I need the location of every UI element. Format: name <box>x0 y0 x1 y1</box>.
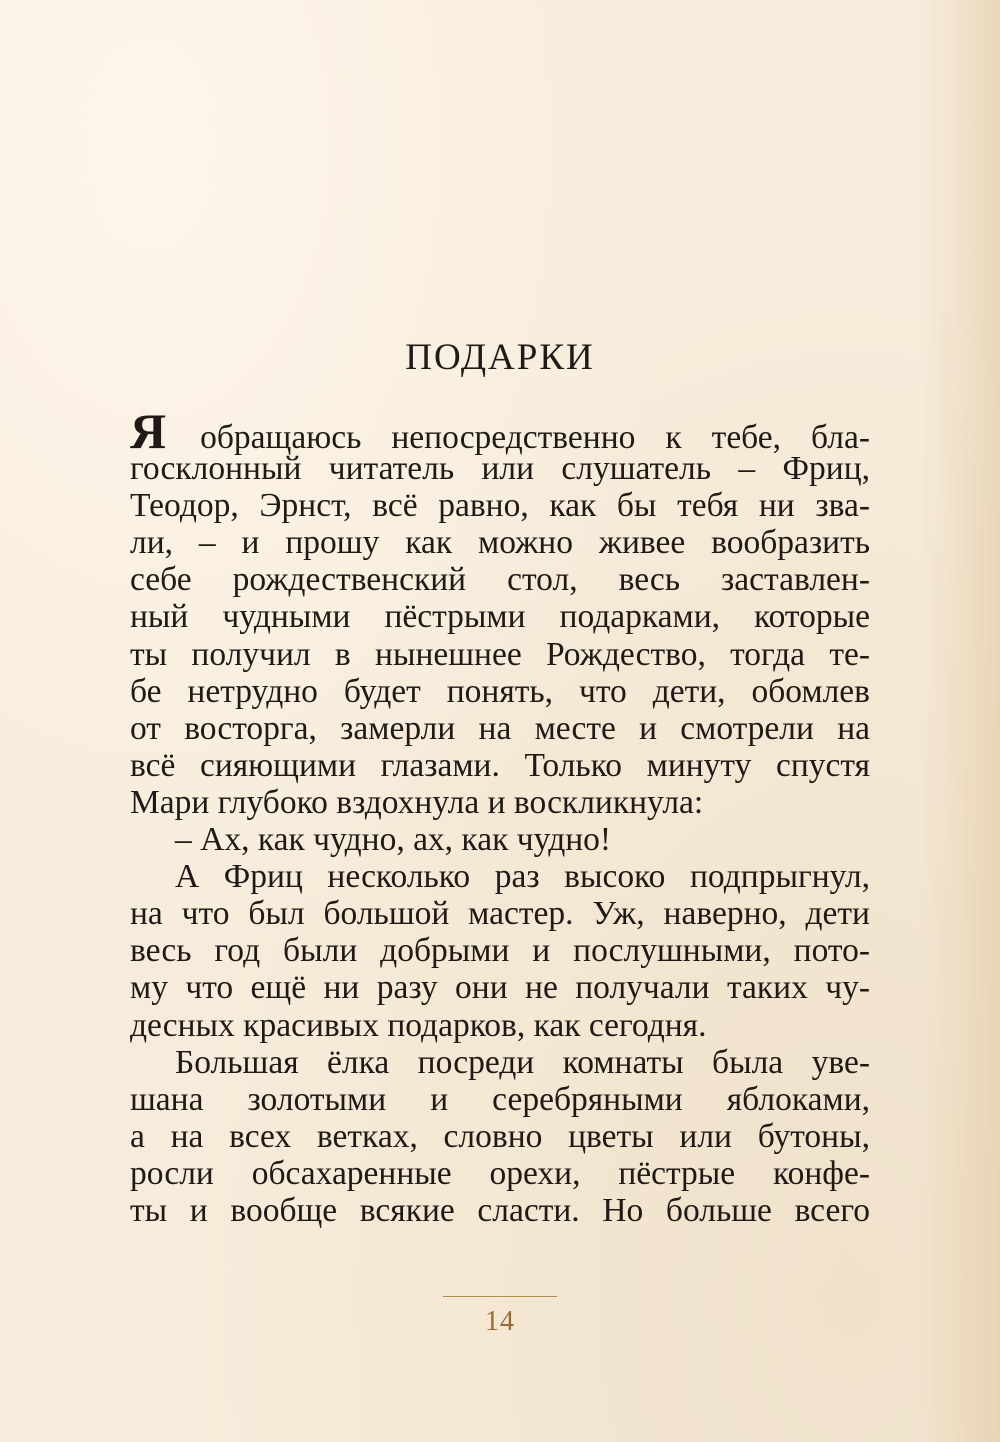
text-line: ты получил в нынешнее Рождество, тогда те- <box>130 635 870 673</box>
text-line: весь год были добрыми и послушными, пото- <box>130 932 870 970</box>
text-line: ный чудными пёстрыми подарками, которые <box>130 598 870 636</box>
text-line: ли, – и прошу как можно живее вообразить <box>130 524 870 562</box>
text-line: себе рождественский стол, весь заставлен- <box>130 561 870 599</box>
drop-cap: Я <box>130 403 167 459</box>
text-line: госклонный читатель или слушатель – Фриц, <box>130 450 870 488</box>
text-line: Теодор, Эрнст, всё равно, как бы тебя ни зва- <box>130 487 870 525</box>
page-number: 14 <box>485 1306 515 1337</box>
text-line: Мари глубоко вздохнула и воскликнула: <box>130 783 704 821</box>
body-text <box>130 403 870 1229</box>
text-line: от восторга, замерли на месте и смотрели на <box>130 709 870 747</box>
text-line-paragraph-start: Большая ёлка посреди комнаты была уве- <box>175 1043 870 1081</box>
text-line: шана золотыми и серебряными яблоками, <box>130 1080 870 1118</box>
text-line: ты и вообще всякие сласти. Но больше всего <box>130 1191 870 1229</box>
text-line: росли обсахаренные орехи, пёстрые конфе- <box>130 1154 870 1192</box>
text-line: на что был большой мастер. Уж, наверно, дети <box>130 895 870 933</box>
text-line: му что ещё ни разу они не получали таких чу- <box>130 969 870 1007</box>
text-line: десных красивых подарков, как сегодня. <box>130 1006 707 1044</box>
text-line <box>130 403 870 459</box>
text-line-dialogue: – Ах, как чудно, ах, как чудно! <box>175 821 612 859</box>
text-line: всё сияющими глазами. Только минуту спустя <box>130 746 870 784</box>
text-line-content: обращаюсь непосредственно к тебе, бла- <box>170 419 870 456</box>
chapter-title: ПОДАРКИ <box>405 337 595 378</box>
text-line: а на всех ветках, словно цветы или бутоны, <box>130 1117 870 1155</box>
footer-divider <box>443 1296 557 1297</box>
text-line: бе нетрудно будет понять, что дети, обомлев <box>130 672 870 710</box>
text-line-paragraph-start: А Фриц несколько раз высоко подпрыгнул, <box>175 858 870 896</box>
